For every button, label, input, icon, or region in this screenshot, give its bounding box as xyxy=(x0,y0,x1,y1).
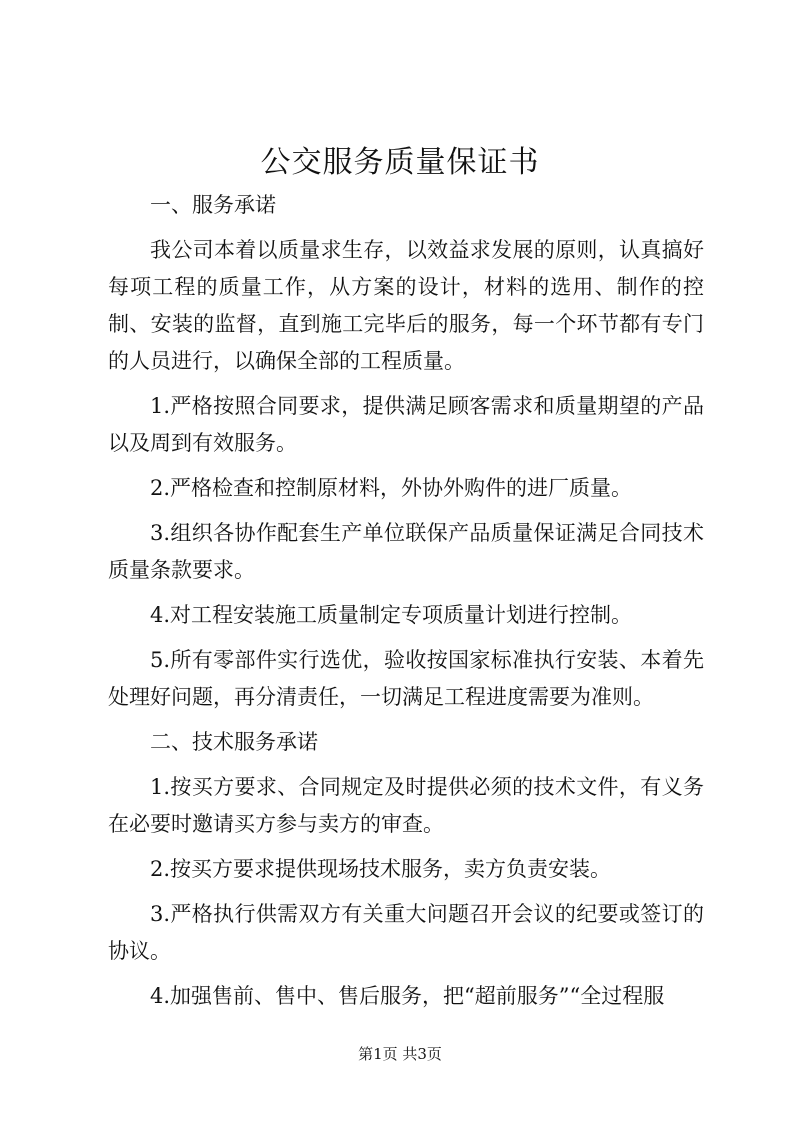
paragraph-intro: 我公司本着以质量求生存，以效益求发展的原则，认真搞好每项工程的质量工作，从方案的设计，材料的选用、制作的控制、安装的监督，直到施工完毕后的服务，每一个环节都有专门的人员进行，以确保全部的工程质量。 xyxy=(108,238,704,373)
list-item-4: 4.对工程安装施工质量制定专项质量计划进行控制。 xyxy=(150,603,633,627)
tech-item-2: 2.按买方要求提供现场技术服务，卖方负责安装。 xyxy=(150,857,612,881)
tech-item-4: 4.加强售前、售中、售后服务，把“超前服务”“全过程服 xyxy=(150,984,665,1008)
tech-item-3: 3.严格执行供需双方有关重大问题召开会议的纪要或签订的协议。 xyxy=(108,902,704,963)
section-heading-technical: 二、技术服务承诺 xyxy=(150,730,318,754)
document-title: 公交服务质量保证书 xyxy=(260,145,540,180)
list-item-2: 2.严格检查和控制原材料，外协外购件的进厂质量。 xyxy=(150,476,633,500)
tech-item-1: 1.按买方要求、合同规定及时提供必须的技术文件，有义务在必要时邀请买方参与卖方的审查。 xyxy=(108,775,704,836)
document-body xyxy=(108,187,704,1023)
list-item-3: 3.组织各协作配套生产单位联保产品质量保证满足合同技术质量条款要求。 xyxy=(108,521,704,582)
list-item-1: 1.严格按照合同要求，提供满足顾客需求和质量期望的产品以及周到有效服务。 xyxy=(108,394,704,455)
section-heading-service: 一、服务承诺 xyxy=(150,193,276,217)
page-footer: 第1页 共3页 xyxy=(358,1045,442,1063)
list-item-5: 5.所有零部件实行选优，验收按国家标准执行安装、本着先处理好问题，再分清责任，一切满足工程进度需要为准则。 xyxy=(108,648,704,709)
